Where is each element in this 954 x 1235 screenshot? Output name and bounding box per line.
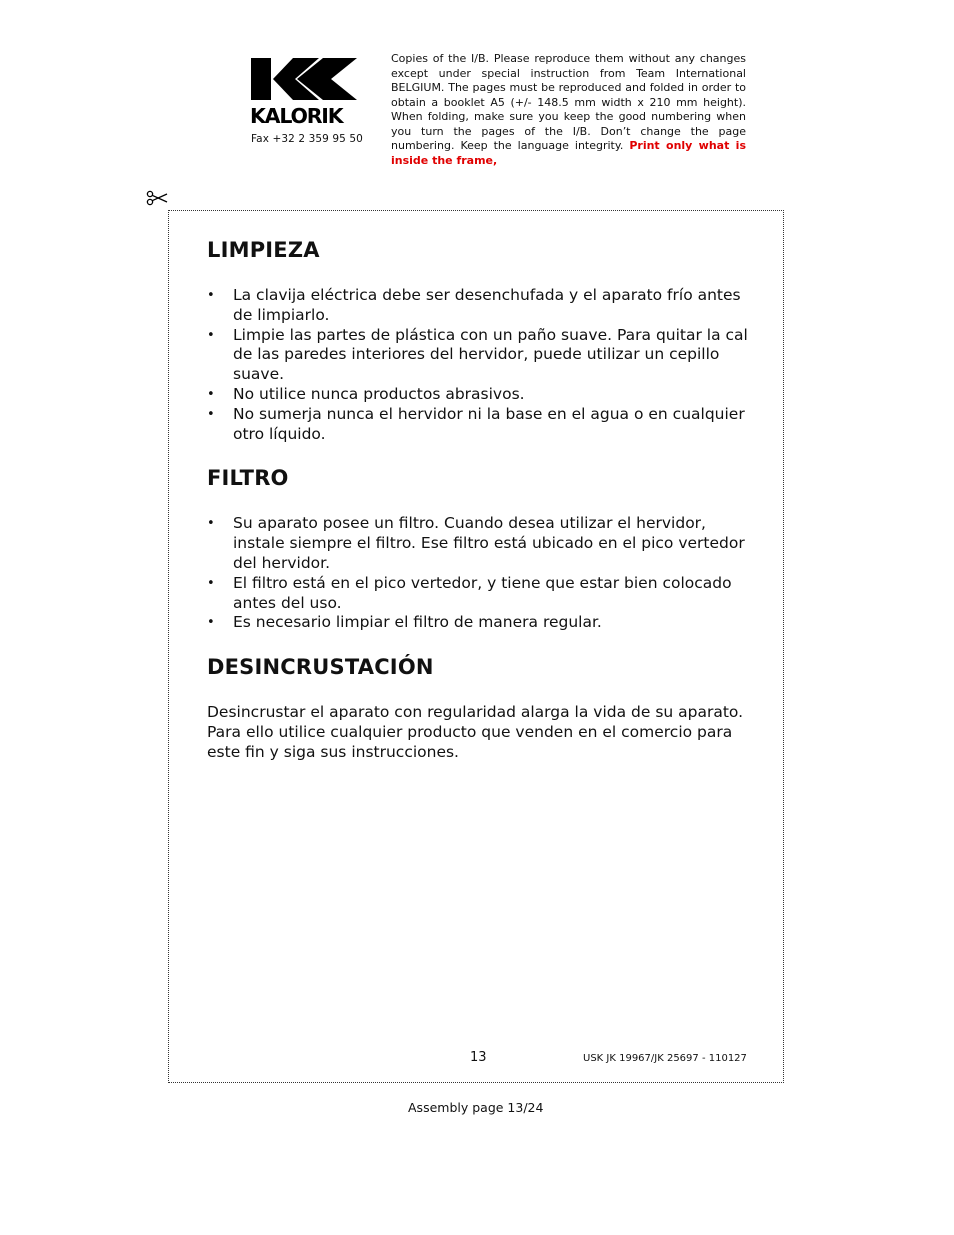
list-item: • Es necesario limpiar el filtro de manera regular. (207, 613, 752, 633)
document-reference: USK JK 19967/JK 25697 - 110127 (583, 1053, 747, 1064)
kalorik-logo (249, 54, 361, 126)
list-item: • Limpie las partes de plástica con un paño suave. Para quitar la cal de las paredes interiores del hervidor, puede utilizar un cepillo suave. (207, 326, 752, 385)
scissors-icon (146, 190, 168, 206)
list-item: • Su aparato posee un filtro. Cuando desea utilizar el hervidor, instale siempre el filtro. Ese filtro está ubicado en el pico vertedor del hervidor. (207, 514, 752, 573)
page-content (207, 238, 752, 763)
filtro-list (207, 514, 752, 633)
limpieza-list (207, 286, 752, 444)
list-item: • La clavija eléctrica debe ser desenchufada y el aparato frío antes de limpiarlo. (207, 286, 752, 326)
section-title-desincrustacion: DESINCRUSTACIÓN (207, 655, 434, 680)
section-title-limpieza: LIMPIEZA (207, 238, 320, 262)
logo-text: KALORIK (250, 104, 343, 126)
assembly-page: Assembly page 13/24 (408, 1100, 544, 1115)
section-filtro (207, 466, 752, 633)
list-item: • No sumerja nunca el hervidor ni la base en el agua o en cualquier otro líquido. (207, 405, 752, 445)
notice-end: , (493, 153, 498, 167)
section-limpieza (207, 238, 752, 444)
notice-text: Copies of the I/B. Please reproduce them without any changes except under special instruction from Team International BELGIUM. The pages must be reproduced and folded in order to obtain a booklet A5 (+/- 148.5 mm width x 210 mm height). When folding, make sure you keep the good numbering when you turn the pages of the I/B. Don’t change the page numbering. Keep the language integrity. (391, 52, 746, 152)
fax-number: Fax +32 2 359 95 50 (251, 133, 363, 145)
list-item: • El filtro está en el pico vertedor, y tiene que estar bien colocado antes del uso. (207, 574, 752, 614)
section-title-filtro: FILTRO (207, 466, 289, 491)
section-desincrustacion (207, 655, 752, 762)
list-item: • No utilice nunca productos abrasivos. (207, 385, 752, 405)
notice-highlight: Print only what is inside the frame (391, 139, 746, 167)
print-notice (391, 52, 746, 168)
desincrustacion-text: Desincrustar el aparato con regularidad alarga la vida de su aparato. Para ello utilice cualquier producto que venden en el comercio para este fin y siga sus instrucciones. (207, 703, 744, 761)
page-number: 13 (470, 1050, 487, 1065)
